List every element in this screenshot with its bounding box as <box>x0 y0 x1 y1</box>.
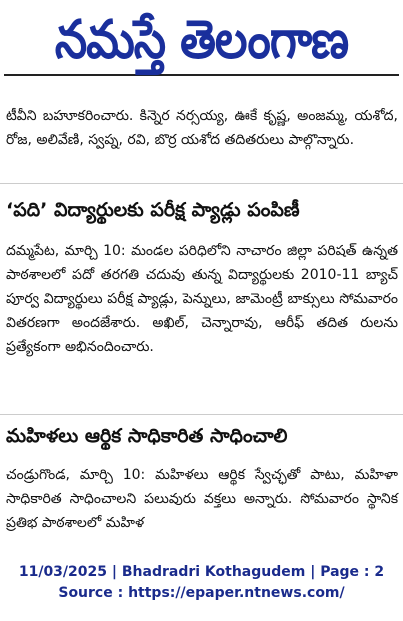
article-body-exam-pads: దమ్మపేట, మార్చి 10: మండల పరిధిలోని నాచారం జిల్లా పరిషత్ ఉన్నత పాఠశాలలో పదో తరగతి చదువు తున్న విద్యార్థులకు 2010-11 బ్యాచ్ పూర్వ విద్యార్థులు పరీక్ష ప్యాడ్లు, పెన్నులు, జామెంట్రీ బాక్సులు సోమవారం వితరణగా అందజేశారు. అఖిల్, చెన్నారావు, ఆరీఫ్ తదిత రులను ప్రత్యేకంగా అభినందించారు. <box>6 243 398 355</box>
article-headline-exam-pads: ‘పది’ విద్యార్థులకు పరీక్ష ప్యాడ్లు పంపిణీ <box>6 199 300 221</box>
newspaper-masthead <box>4 4 399 76</box>
article-body-women-empowerment: చండ్రుగొండ, మార్చి 10: మహిళలు ఆర్థిక స్వేచ్ఛతో పాటు, మహిళా సాధికారిత సాధించాలని పలువురు వక్తలు అన్నారు. సోమవారం స్థానిక ప్రతిభ పాఠశాలలో మహిళ <box>6 467 398 531</box>
article-headline-women-empowerment: మహిళలు ఆర్థిక సాధికారిత సాధించాలి <box>6 425 288 447</box>
article-divider <box>0 183 403 184</box>
footer-source-link[interactable]: Source : https://epaper.ntnews.com/ <box>58 585 345 601</box>
article-continued-text: టీవీని బహూకరించారు. కిన్నెర నర్సయ్య, ఊకే కృష్ణ, అంజమ్మ, యశోద, రోజ, అలివేణి, స్వప్న, రవి, బొర్ర యశోద తదితరులు పాల్గొన్నారు. <box>6 108 398 148</box>
article-divider <box>0 414 403 415</box>
footer-date-edition: 11/03/2025 | Bhadradri Kothagudem | Page : 2 <box>18 564 385 580</box>
masthead-title: నమస్తే తెలంగాణ <box>54 7 349 71</box>
